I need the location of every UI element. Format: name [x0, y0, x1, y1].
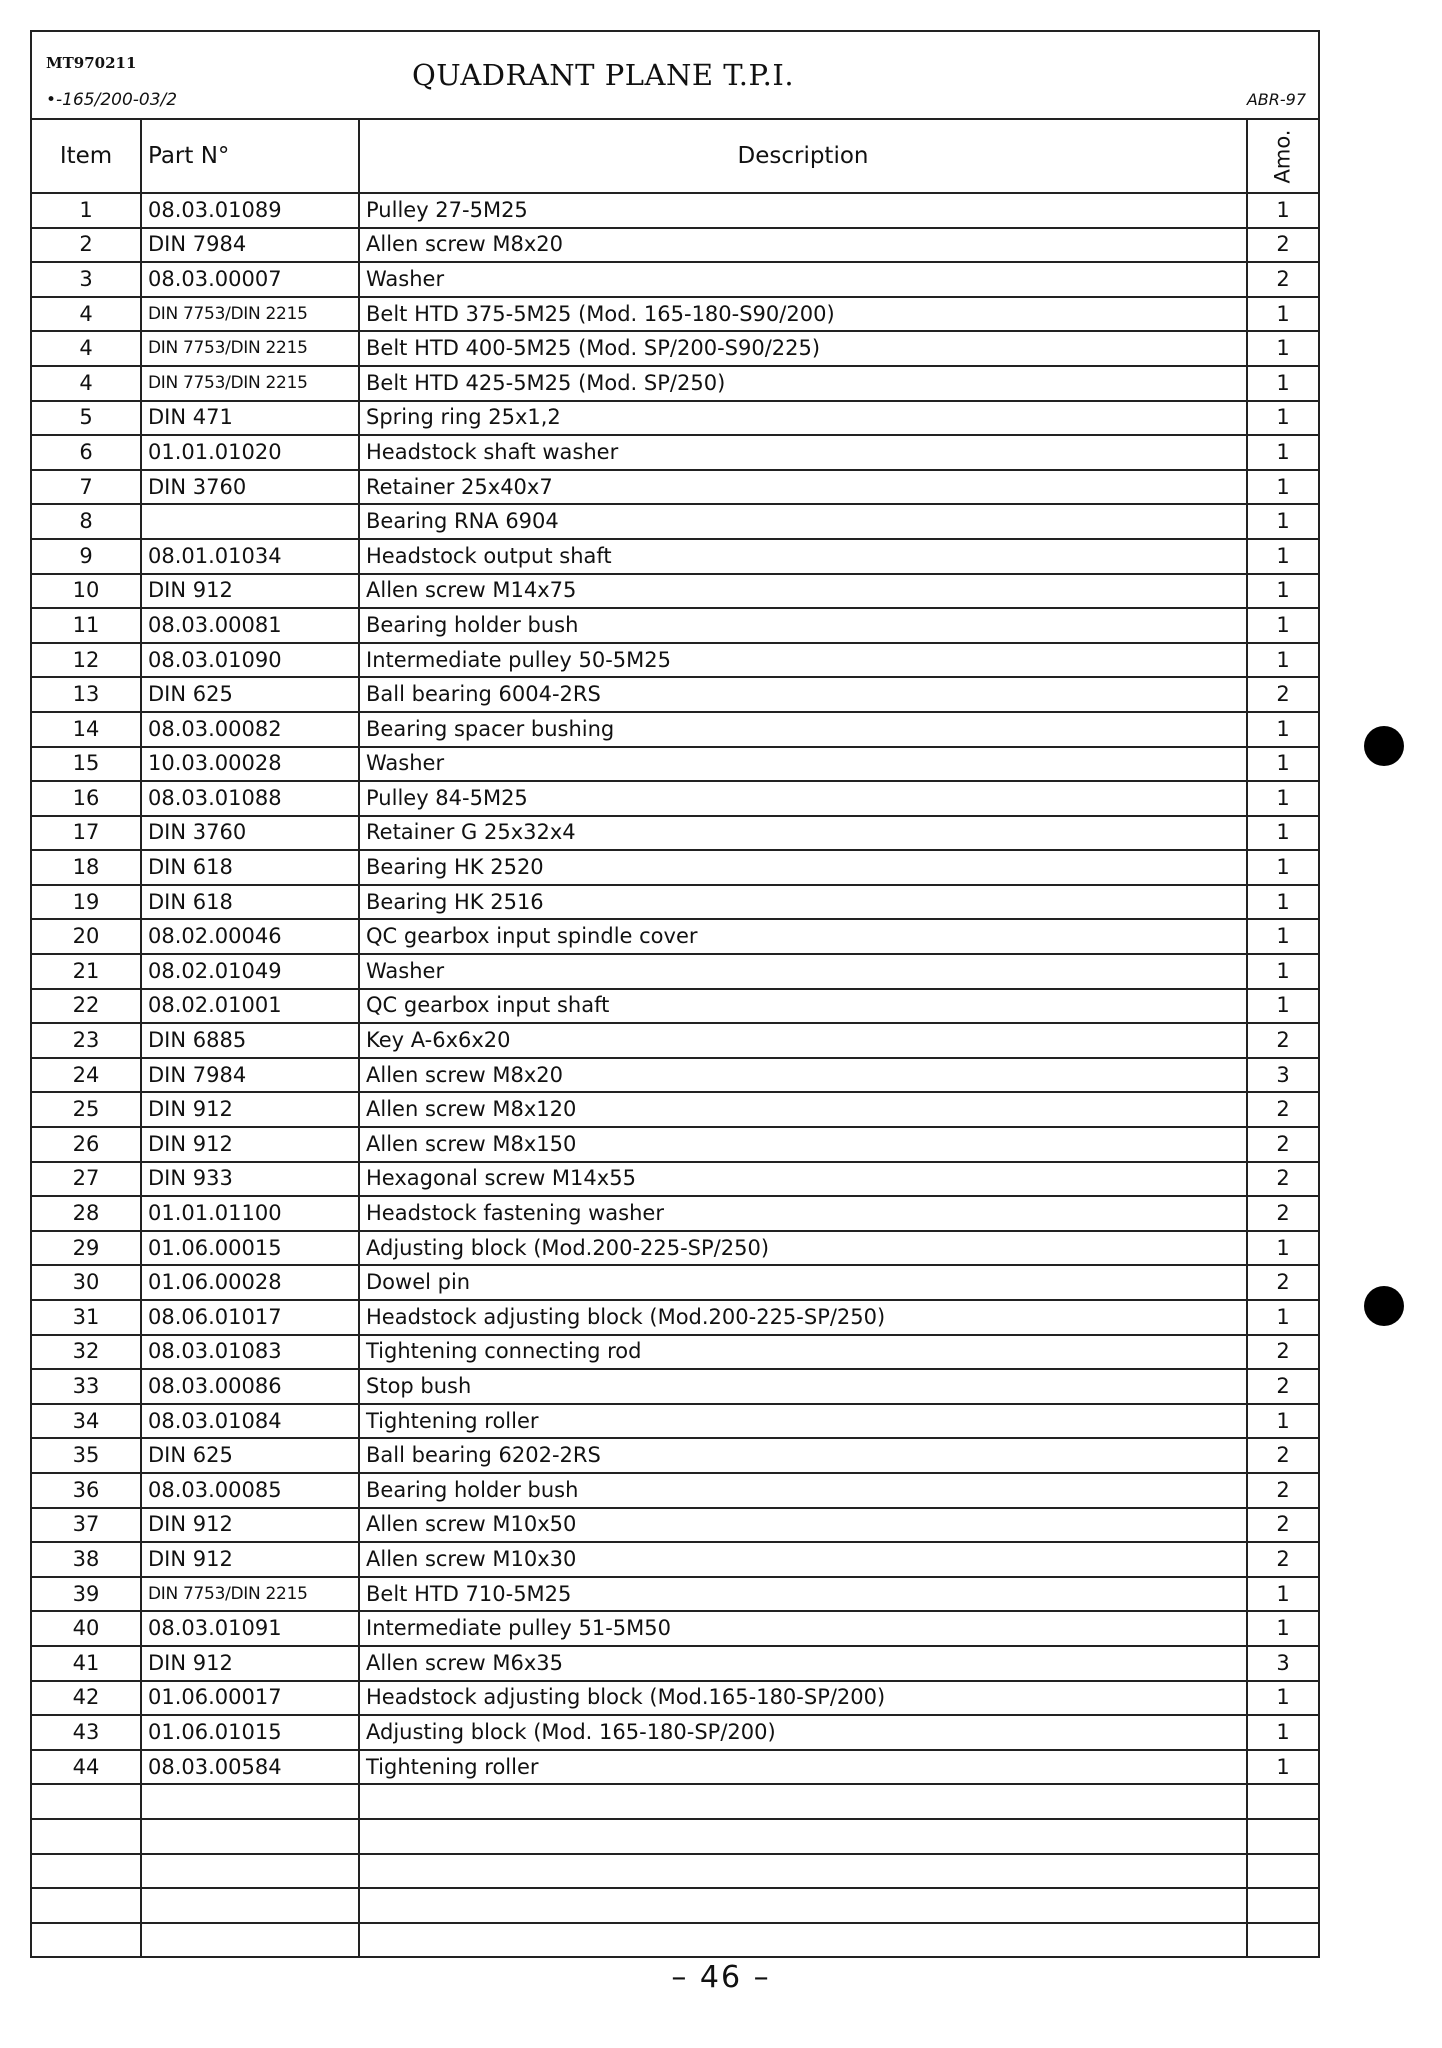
part-number-cell: 01.06.00017: [141, 1681, 359, 1716]
description-cell: Hexagonal screw M14x55: [359, 1162, 1247, 1197]
description-cell: Allen screw M10x30: [359, 1542, 1247, 1577]
amount-cell: 2: [1247, 228, 1319, 263]
amount-cell: 1: [1247, 1404, 1319, 1439]
description-cell: Allen screw M10x50: [359, 1508, 1247, 1543]
table-row: [31, 1404, 1319, 1439]
table-row: [31, 1923, 1319, 1958]
description-cell: Retainer 25x40x7: [359, 470, 1247, 505]
table-row: [31, 228, 1319, 263]
amount-cell: 1: [1247, 781, 1319, 816]
amount-cell: 1: [1247, 643, 1319, 678]
description-cell: [359, 1784, 1247, 1819]
item-cell: 28: [31, 1196, 141, 1231]
part-number-cell: 08.03.00081: [141, 608, 359, 643]
amount-cell: 2: [1247, 1369, 1319, 1404]
description-cell: Bearing HK 2516: [359, 885, 1247, 920]
part-number-cell: 08.03.00086: [141, 1369, 359, 1404]
part-number-cell: 08.03.00082: [141, 712, 359, 747]
amount-cell: 1: [1247, 954, 1319, 989]
table-row: [31, 1715, 1319, 1750]
table-row: [31, 193, 1319, 228]
description-cell: Belt HTD 710-5M25: [359, 1577, 1247, 1612]
amount-cell: 2: [1247, 1438, 1319, 1473]
amount-cell: 1: [1247, 1750, 1319, 1785]
table-row: [31, 262, 1319, 297]
table-row: [31, 712, 1319, 747]
part-number-cell: DIN 618: [141, 885, 359, 920]
item-cell: 2: [31, 228, 141, 263]
amount-cell: 2: [1247, 1335, 1319, 1370]
amount-cell: 1: [1247, 1300, 1319, 1335]
description-cell: [359, 1854, 1247, 1889]
description-cell: Belt HTD 375-5M25 (Mod. 165-180-S90/200): [359, 297, 1247, 332]
item-cell: 4: [31, 331, 141, 366]
description-cell: Washer: [359, 262, 1247, 297]
item-cell: 11: [31, 608, 141, 643]
revision-marker-dot: [1364, 726, 1404, 766]
amount-cell: 2: [1247, 1092, 1319, 1127]
part-number-cell: [141, 504, 359, 539]
amount-cell: 2: [1247, 1542, 1319, 1577]
item-cell: 15: [31, 747, 141, 782]
amount-cell: 1: [1247, 366, 1319, 401]
table-header-row: [31, 119, 1319, 193]
table-row: [31, 1888, 1319, 1923]
item-cell: 41: [31, 1646, 141, 1681]
part-number-cell: DIN 912: [141, 1542, 359, 1577]
column-header-part-number: Part N°: [141, 119, 359, 193]
part-number-cell: DIN 912: [141, 1508, 359, 1543]
amount-cell: 1: [1247, 297, 1319, 332]
description-cell: Bearing RNA 6904: [359, 504, 1247, 539]
amount-cell: 2: [1247, 1127, 1319, 1162]
table-row: [31, 1750, 1319, 1785]
part-number-cell: 08.03.01084: [141, 1404, 359, 1439]
table-row: [31, 1058, 1319, 1093]
part-number-cell: 01.06.01015: [141, 1715, 359, 1750]
item-cell: 32: [31, 1335, 141, 1370]
document-date: ABR-97: [1246, 90, 1306, 109]
description-cell: Intermediate pulley 51-5M50: [359, 1611, 1247, 1646]
description-cell: Allen screw M8x150: [359, 1127, 1247, 1162]
part-number-cell: [141, 1888, 359, 1923]
part-number-cell: DIN 471: [141, 401, 359, 436]
amount-cell: 2: [1247, 677, 1319, 712]
table-row: [31, 885, 1319, 920]
amount-cell: [1247, 1923, 1319, 1958]
part-number-cell: 08.03.00584: [141, 1750, 359, 1785]
part-number-cell: DIN 912: [141, 574, 359, 609]
description-cell: Allen screw M6x35: [359, 1646, 1247, 1681]
amount-cell: 2: [1247, 262, 1319, 297]
part-number-cell: DIN 7984: [141, 228, 359, 263]
amount-cell: 1: [1247, 1231, 1319, 1266]
amount-cell: 1: [1247, 401, 1319, 436]
item-cell: 24: [31, 1058, 141, 1093]
part-number-cell: DIN 933: [141, 1162, 359, 1197]
item-cell: 16: [31, 781, 141, 816]
table-row: [31, 677, 1319, 712]
item-cell: 29: [31, 1231, 141, 1266]
description-cell: Pulley 27-5M25: [359, 193, 1247, 228]
part-number-cell: 08.03.01090: [141, 643, 359, 678]
item-cell: 26: [31, 1127, 141, 1162]
column-header-item: Item: [31, 119, 141, 193]
part-number-cell: 01.06.00015: [141, 1231, 359, 1266]
amount-cell: [1247, 1888, 1319, 1923]
item-cell: 7: [31, 470, 141, 505]
part-number-cell: DIN 912: [141, 1646, 359, 1681]
table-row: [31, 366, 1319, 401]
part-number-cell: [141, 1923, 359, 1958]
item-cell: [31, 1854, 141, 1889]
part-number-cell: DIN 7984: [141, 1058, 359, 1093]
item-cell: 34: [31, 1404, 141, 1439]
table-row: [31, 297, 1319, 332]
description-cell: Washer: [359, 954, 1247, 989]
item-cell: 8: [31, 504, 141, 539]
part-number-cell: 08.03.00007: [141, 262, 359, 297]
part-number-cell: DIN 618: [141, 850, 359, 885]
description-cell: Tightening connecting rod: [359, 1335, 1247, 1370]
table-row: [31, 989, 1319, 1024]
table-row: [31, 574, 1319, 609]
part-number-cell: DIN 7753/DIN 2215: [141, 331, 359, 366]
table-row: [31, 435, 1319, 470]
item-cell: [31, 1784, 141, 1819]
item-cell: 35: [31, 1438, 141, 1473]
item-cell: 6: [31, 435, 141, 470]
amount-cell: 2: [1247, 1162, 1319, 1197]
description-cell: Ball bearing 6004-2RS: [359, 677, 1247, 712]
description-cell: Headstock adjusting block (Mod.200-225-SP/250): [359, 1300, 1247, 1335]
amount-cell: 1: [1247, 816, 1319, 851]
table-row: [31, 1681, 1319, 1716]
item-cell: 31: [31, 1300, 141, 1335]
amount-cell: 1: [1247, 989, 1319, 1024]
part-number-cell: 08.02.01001: [141, 989, 359, 1024]
description-cell: Headstock shaft washer: [359, 435, 1247, 470]
table-row: [31, 1231, 1319, 1266]
amount-cell: 1: [1247, 435, 1319, 470]
document-title: QUADRANT PLANE T.P.I.: [412, 58, 795, 92]
description-cell: [359, 1819, 1247, 1854]
amount-cell: 1: [1247, 712, 1319, 747]
part-number-cell: DIN 625: [141, 677, 359, 712]
item-cell: 4: [31, 366, 141, 401]
amount-cell: 1: [1247, 193, 1319, 228]
item-cell: [31, 1819, 141, 1854]
table-row: [31, 816, 1319, 851]
table-row: [31, 1854, 1319, 1889]
amount-cell: 2: [1247, 1265, 1319, 1300]
amount-cell: 2: [1247, 1023, 1319, 1058]
table-row: [31, 539, 1319, 574]
item-cell: 20: [31, 919, 141, 954]
item-cell: 10: [31, 574, 141, 609]
part-number-cell: DIN 3760: [141, 470, 359, 505]
parts-list-sheet: [30, 30, 1320, 1910]
amount-cell: [1247, 1784, 1319, 1819]
item-cell: 30: [31, 1265, 141, 1300]
table-row: [31, 1542, 1319, 1577]
description-cell: Ball bearing 6202-2RS: [359, 1438, 1247, 1473]
description-cell: Tightening roller: [359, 1404, 1247, 1439]
table-row: [31, 1162, 1319, 1197]
table-row: [31, 1369, 1319, 1404]
part-number-cell: 01.01.01100: [141, 1196, 359, 1231]
description-cell: Key A-6x6x20: [359, 1023, 1247, 1058]
description-cell: Stop bush: [359, 1369, 1247, 1404]
table-row: [31, 781, 1319, 816]
description-cell: Allen screw M14x75: [359, 574, 1247, 609]
item-cell: 4: [31, 297, 141, 332]
item-cell: 42: [31, 1681, 141, 1716]
amount-cell: 1: [1247, 539, 1319, 574]
description-cell: Adjusting block (Mod. 165-180-SP/200): [359, 1715, 1247, 1750]
amount-cell: 3: [1247, 1058, 1319, 1093]
parts-table-body: [31, 193, 1319, 1957]
item-cell: 43: [31, 1715, 141, 1750]
table-row: [31, 643, 1319, 678]
description-cell: Spring ring 25x1,2: [359, 401, 1247, 436]
table-row: [31, 1611, 1319, 1646]
item-cell: 12: [31, 643, 141, 678]
description-cell: Belt HTD 400-5M25 (Mod. SP/200-S90/225): [359, 331, 1247, 366]
amount-cell: 1: [1247, 470, 1319, 505]
part-number-cell: DIN 912: [141, 1092, 359, 1127]
description-cell: Headstock output shaft: [359, 539, 1247, 574]
description-cell: Allen screw M8x120: [359, 1092, 1247, 1127]
part-number-cell: DIN 912: [141, 1127, 359, 1162]
item-cell: 39: [31, 1577, 141, 1612]
table-row: [31, 1577, 1319, 1612]
part-number-cell: 08.03.01091: [141, 1611, 359, 1646]
amount-cell: 2: [1247, 1473, 1319, 1508]
document-header: [30, 30, 1320, 118]
table-row: [31, 747, 1319, 782]
table-row: [31, 401, 1319, 436]
part-number-cell: [141, 1854, 359, 1889]
description-cell: Belt HTD 425-5M25 (Mod. SP/250): [359, 366, 1247, 401]
description-cell: Pulley 84-5M25: [359, 781, 1247, 816]
part-number-cell: 10.03.00028: [141, 747, 359, 782]
item-cell: 33: [31, 1369, 141, 1404]
part-number-cell: 08.03.01089: [141, 193, 359, 228]
part-number-cell: 08.02.01049: [141, 954, 359, 989]
description-cell: Allen screw M8x20: [359, 228, 1247, 263]
description-cell: Adjusting block (Mod.200-225-SP/250): [359, 1231, 1247, 1266]
page-number: – 46 –: [671, 1960, 771, 1995]
item-cell: 25: [31, 1092, 141, 1127]
part-number-cell: DIN 7753/DIN 2215: [141, 297, 359, 332]
amount-cell: 2: [1247, 1508, 1319, 1543]
amount-cell: 1: [1247, 1715, 1319, 1750]
column-header-amount: [1247, 119, 1319, 193]
description-cell: Allen screw M8x20: [359, 1058, 1247, 1093]
amount-cell: 1: [1247, 885, 1319, 920]
document-reference: •-165/200-03/2: [46, 90, 178, 110]
description-cell: Headstock fastening washer: [359, 1196, 1247, 1231]
revision-marker-dot: [1364, 1286, 1404, 1326]
amount-cell: 1: [1247, 574, 1319, 609]
part-number-cell: 08.03.01088: [141, 781, 359, 816]
amount-cell: 1: [1247, 331, 1319, 366]
table-row: [31, 470, 1319, 505]
part-number-cell: [141, 1784, 359, 1819]
item-cell: 9: [31, 539, 141, 574]
part-number-cell: 08.02.00046: [141, 919, 359, 954]
amount-cell: 1: [1247, 1577, 1319, 1612]
amount-cell: 1: [1247, 608, 1319, 643]
item-cell: 18: [31, 850, 141, 885]
table-row: [31, 1092, 1319, 1127]
amount-cell: 1: [1247, 747, 1319, 782]
description-cell: QC gearbox input shaft: [359, 989, 1247, 1024]
item-cell: [31, 1923, 141, 1958]
description-cell: Headstock adjusting block (Mod.165-180-SP/200): [359, 1681, 1247, 1716]
description-cell: [359, 1888, 1247, 1923]
item-cell: 23: [31, 1023, 141, 1058]
item-cell: 3: [31, 262, 141, 297]
description-cell: QC gearbox input spindle cover: [359, 919, 1247, 954]
parts-table-wrapper: [30, 118, 1320, 1958]
item-cell: 37: [31, 1508, 141, 1543]
part-number-cell: DIN 7753/DIN 2215: [141, 1577, 359, 1612]
amount-cell: 1: [1247, 919, 1319, 954]
description-cell: Washer: [359, 747, 1247, 782]
table-row: [31, 1438, 1319, 1473]
amount-cell: [1247, 1819, 1319, 1854]
part-number-cell: 08.01.01034: [141, 539, 359, 574]
description-cell: Bearing holder bush: [359, 1473, 1247, 1508]
description-cell: Retainer G 25x32x4: [359, 816, 1247, 851]
table-row: [31, 919, 1319, 954]
item-cell: 36: [31, 1473, 141, 1508]
description-cell: Intermediate pulley 50-5M25: [359, 643, 1247, 678]
description-cell: Bearing spacer bushing: [359, 712, 1247, 747]
table-row: [31, 1784, 1319, 1819]
table-row: [31, 1473, 1319, 1508]
item-cell: 13: [31, 677, 141, 712]
item-cell: [31, 1888, 141, 1923]
item-cell: 21: [31, 954, 141, 989]
part-number-cell: 08.03.00085: [141, 1473, 359, 1508]
table-row: [31, 1646, 1319, 1681]
table-row: [31, 504, 1319, 539]
part-number-cell: DIN 3760: [141, 816, 359, 851]
description-cell: Tightening roller: [359, 1750, 1247, 1785]
item-cell: 38: [31, 1542, 141, 1577]
part-number-cell: DIN 6885: [141, 1023, 359, 1058]
amount-cell: 2: [1247, 1196, 1319, 1231]
table-row: [31, 331, 1319, 366]
part-number-cell: 01.01.01020: [141, 435, 359, 470]
part-number-cell: [141, 1819, 359, 1854]
part-number-cell: 01.06.00028: [141, 1265, 359, 1300]
document-code: MT970211: [46, 54, 137, 72]
amount-cell: 1: [1247, 850, 1319, 885]
part-number-cell: 08.06.01017: [141, 1300, 359, 1335]
table-row: [31, 1196, 1319, 1231]
item-cell: 19: [31, 885, 141, 920]
amount-cell: 1: [1247, 1611, 1319, 1646]
table-row: [31, 1508, 1319, 1543]
parts-table: [30, 118, 1320, 1958]
description-cell: [359, 1923, 1247, 1958]
table-row: [31, 1819, 1319, 1854]
item-cell: 17: [31, 816, 141, 851]
part-number-cell: DIN 625: [141, 1438, 359, 1473]
item-cell: 40: [31, 1611, 141, 1646]
amount-cell: 1: [1247, 1681, 1319, 1716]
table-row: [31, 1127, 1319, 1162]
part-number-cell: DIN 7753/DIN 2215: [141, 366, 359, 401]
amount-cell: 3: [1247, 1646, 1319, 1681]
item-cell: 1: [31, 193, 141, 228]
item-cell: 22: [31, 989, 141, 1024]
column-header-description: Description: [359, 119, 1247, 193]
item-cell: 44: [31, 1750, 141, 1785]
table-row: [31, 1335, 1319, 1370]
description-cell: Bearing HK 2520: [359, 850, 1247, 885]
amount-header-label: Amo.: [1270, 129, 1295, 183]
item-cell: 5: [31, 401, 141, 436]
table-row: [31, 608, 1319, 643]
table-row: [31, 850, 1319, 885]
table-row: [31, 1300, 1319, 1335]
description-cell: Bearing holder bush: [359, 608, 1247, 643]
description-cell: Dowel pin: [359, 1265, 1247, 1300]
amount-cell: [1247, 1854, 1319, 1889]
item-cell: 27: [31, 1162, 141, 1197]
table-row: [31, 1023, 1319, 1058]
table-row: [31, 954, 1319, 989]
item-cell: 14: [31, 712, 141, 747]
table-row: [31, 1265, 1319, 1300]
amount-cell: 1: [1247, 504, 1319, 539]
part-number-cell: 08.03.01083: [141, 1335, 359, 1370]
